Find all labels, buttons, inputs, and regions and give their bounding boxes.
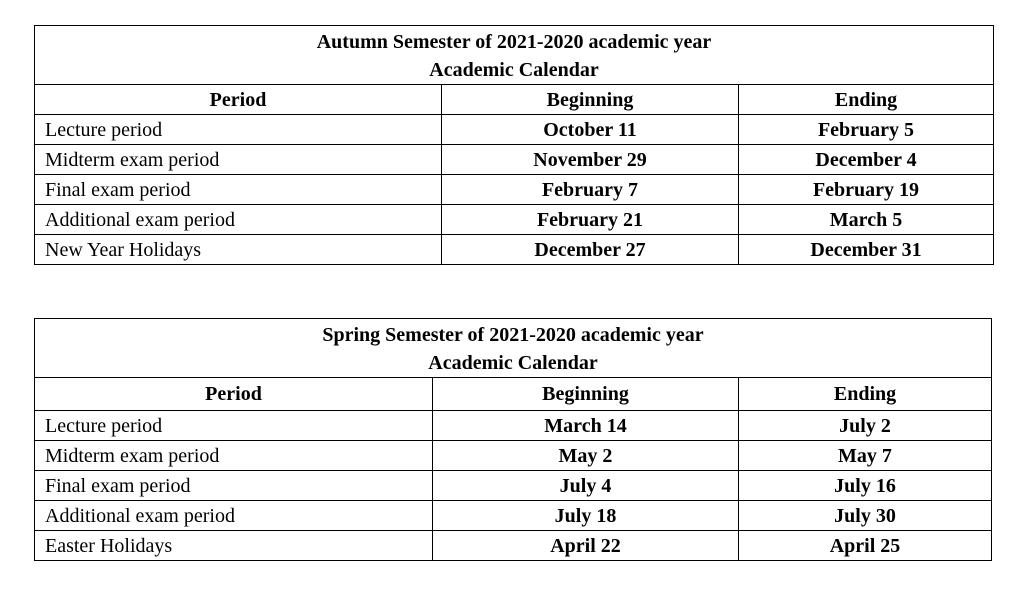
period-cell: Final exam period (35, 175, 442, 205)
period-cell: New Year Holidays (35, 235, 442, 265)
table-row (35, 205, 994, 235)
table-row (35, 115, 994, 145)
column-header-beginning: Beginning (433, 378, 739, 411)
beginning-cell: November 29 (442, 145, 739, 175)
period-cell: Lecture period (35, 115, 442, 145)
table-title-row (35, 26, 994, 85)
ending-cell: February 5 (739, 115, 994, 145)
period-cell: Easter Holidays (35, 531, 433, 561)
table-row (35, 175, 994, 205)
ending-cell: April 25 (739, 531, 992, 561)
table-row (35, 501, 992, 531)
ending-cell: July 2 (739, 411, 992, 441)
column-header-period: Period (35, 85, 442, 115)
period-cell: Additional exam period (35, 501, 433, 531)
semester-title: Autumn Semester of 2021-2020 academic year (316, 31, 712, 53)
beginning-cell: February 7 (442, 175, 739, 205)
table-row (35, 411, 992, 441)
period-cell: Midterm exam period (35, 145, 442, 175)
semester-title: Spring Semester of 2021-2020 academic year (322, 324, 704, 346)
ending-cell: July 16 (739, 471, 992, 501)
ending-cell: December 31 (739, 235, 994, 265)
beginning-cell: July 18 (433, 501, 739, 531)
column-header-period: Period (35, 378, 433, 411)
table-row (35, 441, 992, 471)
ending-cell: May 7 (739, 441, 992, 471)
beginning-cell: December 27 (442, 235, 739, 265)
period-cell: Additional exam period (35, 205, 442, 235)
calendar-subtitle: Academic Calendar (428, 352, 598, 374)
spring-calendar-table (34, 318, 992, 561)
beginning-cell: April 22 (433, 531, 739, 561)
table-row (35, 235, 994, 265)
beginning-cell: October 11 (442, 115, 739, 145)
period-cell: Final exam period (35, 471, 433, 501)
period-cell: Midterm exam period (35, 441, 433, 471)
table-title (35, 26, 994, 85)
beginning-cell: February 21 (442, 205, 739, 235)
table-title-row (35, 319, 992, 378)
beginning-cell: March 14 (433, 411, 739, 441)
column-header-ending: Ending (739, 85, 994, 115)
table-row (35, 471, 992, 501)
beginning-cell: May 2 (433, 441, 739, 471)
table-row (35, 145, 994, 175)
header-row (35, 85, 994, 115)
column-header-beginning: Beginning (442, 85, 739, 115)
beginning-cell: July 4 (433, 471, 739, 501)
table-title (35, 319, 992, 378)
ending-cell: December 4 (739, 145, 994, 175)
ending-cell: March 5 (739, 205, 994, 235)
ending-cell: February 19 (739, 175, 994, 205)
header-row (35, 378, 992, 411)
ending-cell: July 30 (739, 501, 992, 531)
table-row (35, 531, 992, 561)
period-cell: Lecture period (35, 411, 433, 441)
calendar-subtitle: Academic Calendar (429, 59, 599, 81)
autumn-calendar-table (34, 25, 994, 265)
column-header-ending: Ending (739, 378, 992, 411)
